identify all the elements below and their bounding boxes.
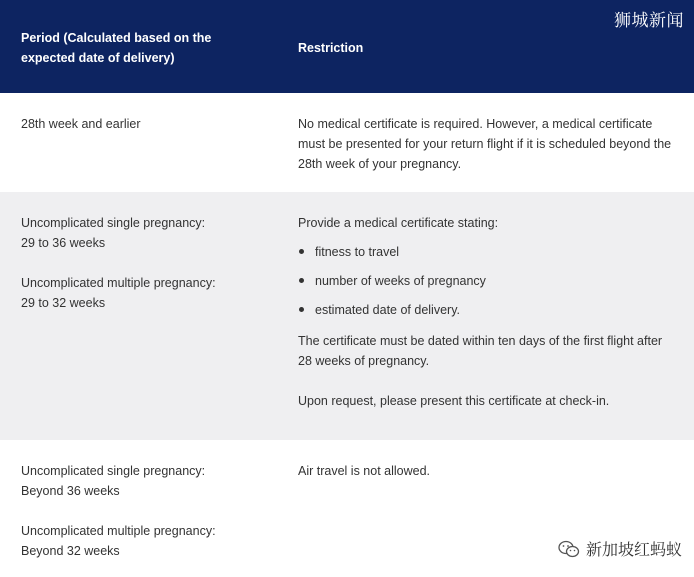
period-text: Uncomplicated single pregnancy: xyxy=(21,216,206,230)
period-cell xyxy=(21,461,271,561)
table-row xyxy=(0,93,694,192)
header-restriction: Restriction xyxy=(298,41,364,55)
restriction-note: The certificate must be dated within ten days of the first flight after 28 weeks of pregnancy. xyxy=(298,334,663,368)
list-item: estimated date of delivery. xyxy=(298,300,678,320)
restriction-text: Air travel is not allowed. xyxy=(298,464,431,478)
period-cell xyxy=(21,114,271,134)
list-item: number of weeks of pregnancy xyxy=(298,271,678,291)
period-text: Uncomplicated single pregnancy: xyxy=(21,464,206,478)
restriction-intro: Provide a medical certificate stating: xyxy=(298,216,499,230)
period-cell xyxy=(21,213,271,313)
period-text: Beyond 36 weeks xyxy=(21,484,120,498)
table-row xyxy=(0,192,694,440)
list-item: fitness to travel xyxy=(298,242,678,262)
period-text: Beyond 32 weeks xyxy=(21,544,120,558)
wechat-icon xyxy=(558,540,580,558)
watermark-bottom xyxy=(558,537,682,560)
restriction-text: No medical certificate is required. However, a medical certificate must be presented for your return flight if it is scheduled beyond the 28th week of your pregnancy. xyxy=(298,117,672,171)
restriction-note: Upon request, please present this certificate at check-in. xyxy=(298,394,610,408)
restriction-cell xyxy=(298,213,678,411)
header-period: Period (Calculated based on the expected date of delivery) xyxy=(21,31,212,65)
restriction-cell xyxy=(298,114,678,174)
period-text: Uncomplicated multiple pregnancy: xyxy=(21,276,216,290)
watermark-top: 狮城新闻 xyxy=(614,11,684,30)
requirement-list xyxy=(298,242,678,320)
period-text: Uncomplicated multiple pregnancy: xyxy=(21,524,216,538)
period-text: 29 to 36 weeks xyxy=(21,236,106,250)
table-header xyxy=(0,0,694,93)
watermark-bottom-text: 新加坡红蚂蚁 xyxy=(585,542,682,559)
restriction-cell xyxy=(298,461,678,481)
period-text: 28th week and earlier xyxy=(21,117,141,131)
period-text: 29 to 32 weeks xyxy=(21,296,106,310)
